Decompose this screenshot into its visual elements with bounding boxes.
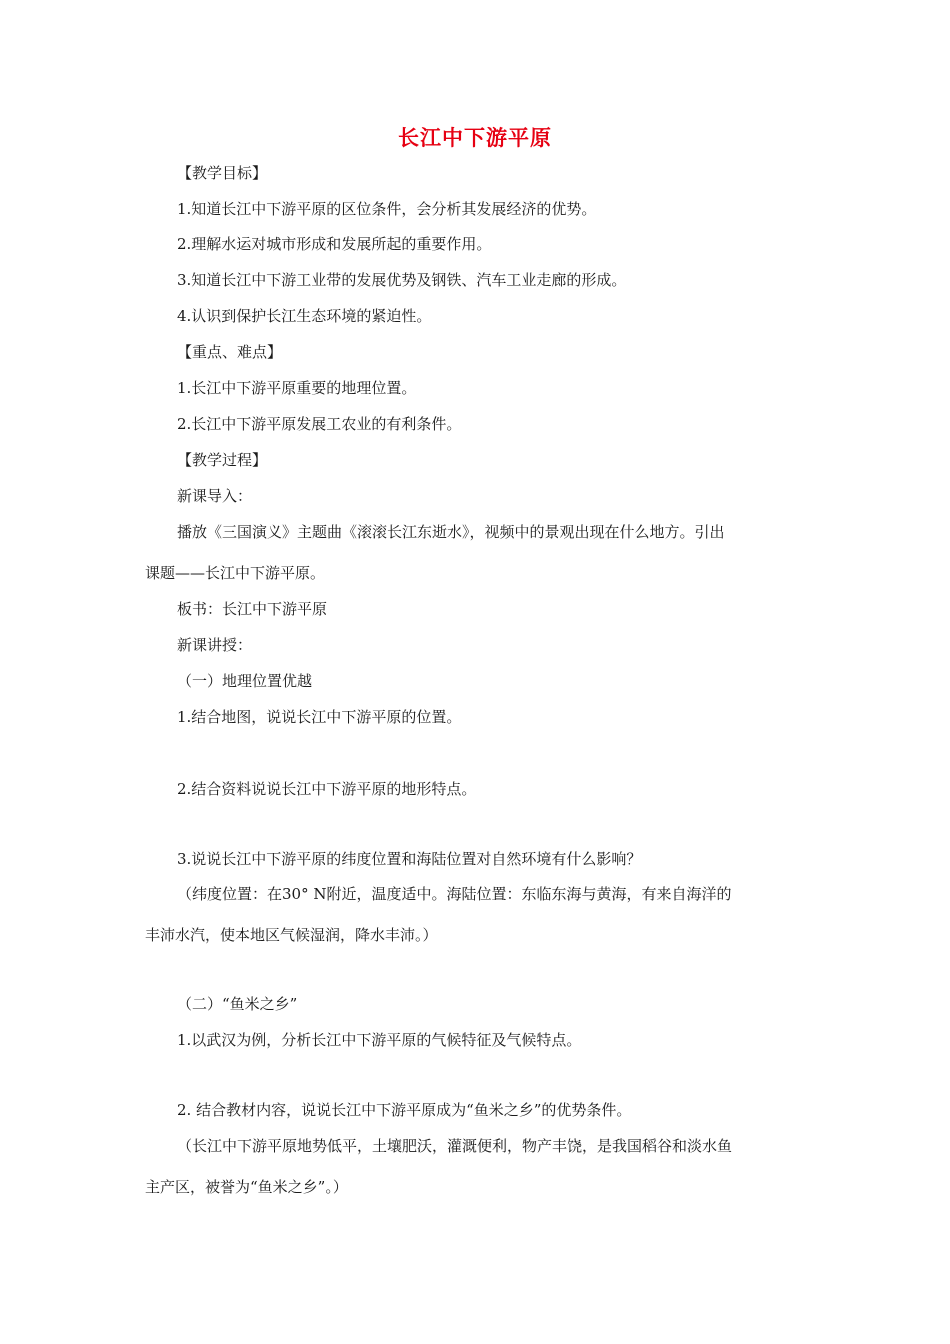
fish-rice-answer-continued: 主产区，被誉为“鱼米之乡”。） xyxy=(145,1178,348,1196)
location-question-1: 1.结合地图，说说长江中下游平原的位置。 xyxy=(177,708,462,726)
lesson-intro-text-continued: 课题——长江中下游平原。 xyxy=(145,564,326,582)
fish-rice-answer: （长江中下游平原地势低平，土壤肥沃，灌溉便利，物产丰饶，是我国稻谷和淡水鱼 xyxy=(177,1137,733,1155)
location-answer: （纬度位置：在30° N附近，温度适中。海陆位置：东临东海与黄海，有来自海洋的 xyxy=(177,885,732,903)
location-answer-continued: 丰沛水汽，使本地区气候湿润，降水丰沛。） xyxy=(145,926,438,944)
key-point-item-2: 2.长江中下游平原发展工农业的有利条件。 xyxy=(177,415,462,433)
fish-rice-question-2: 2. 结合教材内容，说说长江中下游平原成为“鱼米之乡”的优势条件。 xyxy=(177,1101,632,1119)
location-question-3: 3.说说长江中下游平原的纬度位置和海陆位置对自然环境有什么影响？ xyxy=(177,850,642,868)
objective-item-3: 3.知道长江中下游工业带的发展优势及钢铁、汽车工业走廊的形成。 xyxy=(177,271,627,289)
objective-item-4: 4.认识到保护长江生态环境的紧迫性。 xyxy=(177,307,432,325)
location-question-2: 2.结合资料说说长江中下游平原的地形特点。 xyxy=(177,780,477,798)
subsection-heading-location: （一）地理位置优越 xyxy=(177,672,313,690)
lesson-intro-label: 新课导入： xyxy=(177,487,253,505)
section-heading-process: 【教学过程】 xyxy=(177,451,268,469)
objective-item-1: 1.知道长江中下游平原的区位条件，会分析其发展经济的优势。 xyxy=(177,200,597,218)
lesson-intro-text: 播放《三国演义》主题曲《滚滚长江东逝水》，视频中的景观出现在什么地方。引出 xyxy=(177,523,725,541)
objective-item-2: 2.理解水运对城市形成和发展所起的重要作用。 xyxy=(177,235,492,253)
new-lesson-label: 新课讲授： xyxy=(177,636,253,654)
section-heading-key-points: 【重点、难点】 xyxy=(177,343,283,361)
section-heading-objectives: 【教学目标】 xyxy=(177,164,268,182)
blackboard-note: 板书：长江中下游平原 xyxy=(177,600,328,618)
key-point-item-1: 1.长江中下游平原重要的地理位置。 xyxy=(177,379,417,397)
subsection-heading-fish-rice: （二）“鱼米之乡” xyxy=(177,995,298,1013)
document-title: 长江中下游平原 xyxy=(398,126,552,150)
fish-rice-question-1: 1.以武汉为例，分析长江中下游平原的气候特征及气候特点。 xyxy=(177,1031,582,1049)
